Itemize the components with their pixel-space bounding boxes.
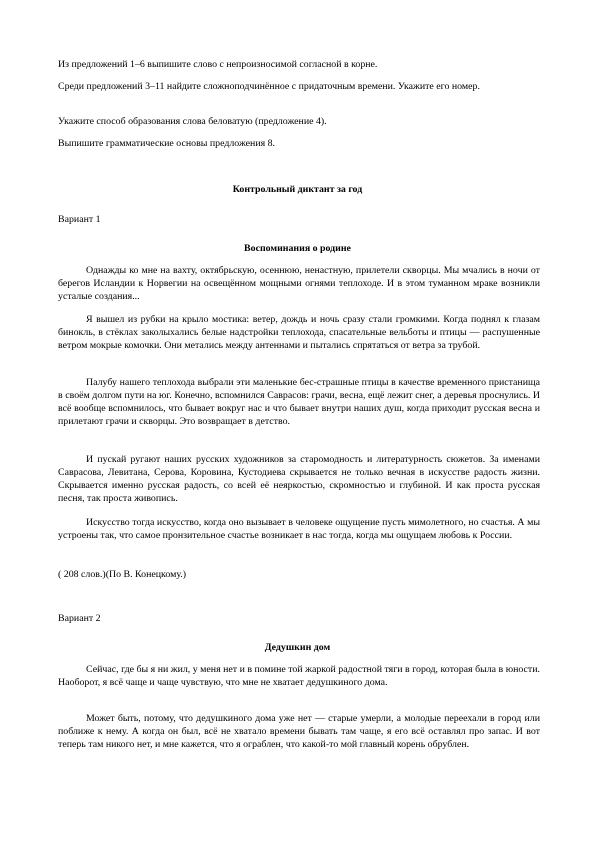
variant-1-paragraph-2: Я вышел из рубки на крыло мостика: ветер, дождь и ночь сразу стали громкими. Когда поднял к глазам бинокль, в стёклах заколыхались белые надстройки теплохода, спасательные вельботы и птицы — распушенные ветром мокрые комочки. Они метались между антеннами и пытались спрятаться от ветра за трубой. [58,314,540,351]
task-1: Из предложений 1–6 выпишите слово с непроизносимой согласной в корне. [58,59,378,70]
section-title: Контрольный диктант за год [232,184,363,195]
variant-2-paragraph-2: Может быть, потому, что дедушкиного дома уже нет — старые умерли, а молодые переехали в город или поближе к нему. А когда он был, всё не хватало времени бывать там чаще, я его всё оставлял про запас. И вот теперь там никого нет, и мне кажется, что я ограблен, что какой-то мой главный корень обрублен. [58,713,540,750]
variant-1-paragraph-5: Искусство тогда искусство, когда оно вызывает в человеке ощущение пусть мимолетного, но счастья. А мы устроены так, что самое пронзительное счастье возникает в нас тогда, когда мы ощущаем любовь к России. [58,517,540,541]
variant-1-label: Вариант 1 [58,214,101,225]
task-4: Выпишите грамматические основы предложения 8. [58,138,276,149]
variant-1-paragraph-4: И пускай ругают наших русских художников за старомодность и литературность сюжетов. За именами Саврасова, Левитана, Серова, Коровина, Кустодиева скрывается не только вечная в искусстве радость жизни. Скрывается именно русская радость, со всей её неяркостью, скромностью и глубиной. И как проста русская песня, так проста живопись. [58,454,540,504]
variant-2-paragraph-1: Сейчас, где бы я ни жил, у меня нет и в помине той жаркой радостной тяги в город, которая была в юности. Наоборот, я всё чаще и чаще чувствую, что мне не хватает дедушкиного дома. [58,664,540,688]
variant-1-paragraph-3: Палубу нашего теплохода выбрали эти маленькие бес-страшные птицы в качестве временного пристанища в своём долгом пути на юг. Конечно, вспомнился Саврасов: грачи, весна, ещё лежит снег, а деревья проснулись. И всё вообще вспомнилось, что бывает вокруг нас и что бывает внутри наших душ, когда приходит русская весна и прилетают грачи и скворцы. Это возвращает в детство. [58,377,540,427]
variant-1-note: ( 208 слов.)(По В. Конецкому.) [58,569,187,580]
variant-2-label: Вариант 2 [58,613,101,624]
task-3: Укажите способ образования слова беловатую (предложение 4). [58,116,327,127]
task-2: Среди предложений 3–11 найдите сложноподчинённое с придаточным времени. Укажите его номер. [58,81,480,92]
variant-1-title: Воспоминания о родине [244,243,351,254]
variant-1-paragraph-1: Однажды ко мне на вахту, октябрьскую, осеннюю, ненастную, прилетели скворцы. Мы мчались в ночи от берегов Исландии к Норвегии на освещённом мощными огнями теплоходе. И в этом туманном мраке возникли усталые создания... [58,265,540,302]
variant-2-title: Дедушкин дом [264,642,331,653]
